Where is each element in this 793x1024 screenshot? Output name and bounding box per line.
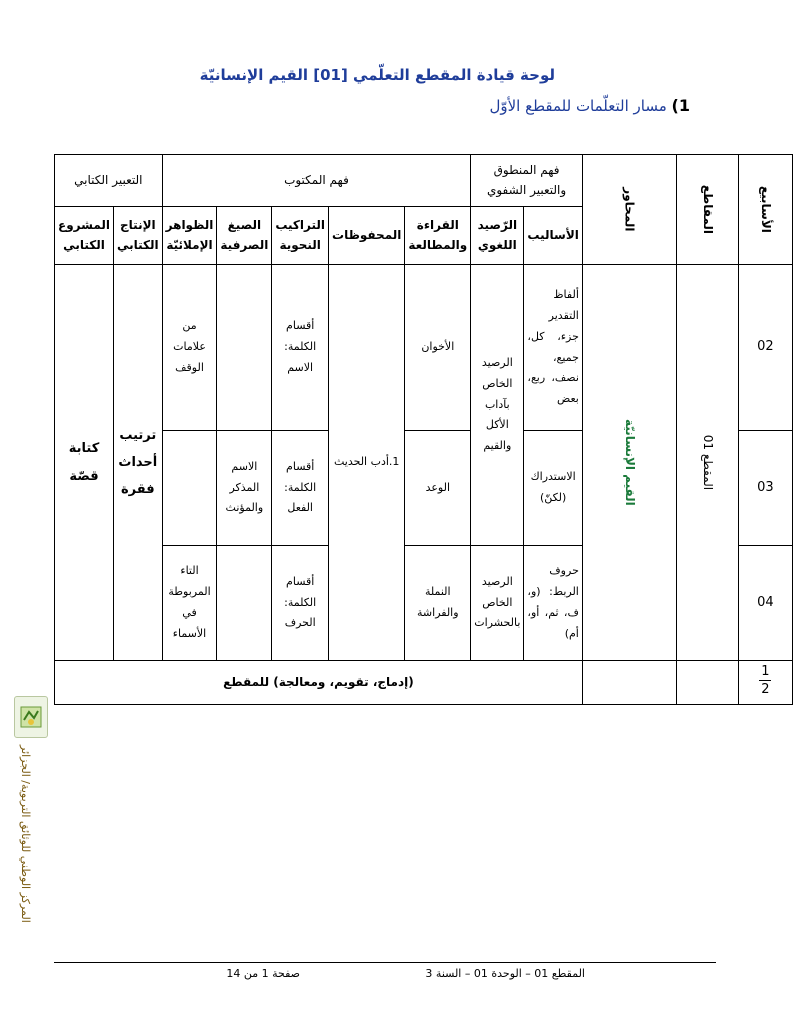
memorized-cell: 1.أدب الحديث bbox=[329, 265, 405, 661]
week-fraction bbox=[759, 664, 771, 698]
reading-cell: الوعد bbox=[405, 431, 471, 546]
header-written-expression: التعبير الكتابي bbox=[55, 155, 163, 207]
header-written-production: الإنتاج الكتابي bbox=[114, 207, 163, 265]
spelling-cell: التاء المربوطة في الأسماء bbox=[162, 546, 217, 661]
center-logo bbox=[14, 696, 48, 738]
section-subtitle-text: مسار التعلّمات للمقطع الأوّل bbox=[489, 97, 667, 115]
integration-row-label: (إدماج، تقويم، ومعالجة) للمقطع bbox=[55, 661, 583, 705]
footer-page-number: صفحة 1 من 14 bbox=[226, 967, 300, 980]
learning-path-table bbox=[54, 154, 793, 705]
table-row bbox=[55, 265, 793, 431]
spelling-cell bbox=[162, 431, 217, 546]
header-morphology: الصيغ الصرفية bbox=[217, 207, 272, 265]
spelling-cell: من علامات الوقف bbox=[162, 265, 217, 431]
final-segment-cell bbox=[676, 661, 738, 705]
axis-cell bbox=[582, 265, 676, 661]
footer-segment-info: المقطع 01 – الوحدة 01 – السنة 3 bbox=[425, 967, 585, 980]
styles-cell: ألفاظ التقدير جزء، كل، جميع، نصف، ربع، بعض bbox=[524, 265, 582, 431]
axis-value: القيم الإنسانيّة bbox=[622, 419, 637, 506]
header-axis bbox=[582, 155, 676, 265]
styles-cell: حروف الربط: (و، ف، ثم، أو، أم) bbox=[524, 546, 582, 661]
final-axis-cell bbox=[582, 661, 676, 705]
header-vocabulary: الرّصيد اللغوي bbox=[471, 207, 524, 265]
written-project-cell: كتابة قصّة bbox=[55, 265, 114, 661]
header-weeks bbox=[738, 155, 792, 265]
footer-divider bbox=[54, 962, 716, 963]
header-segment-label: المقاطع bbox=[700, 184, 715, 235]
week-cell: 03 bbox=[738, 431, 792, 546]
vocabulary-cell: الرصيد الخاص بآداب الأكل والقيم bbox=[471, 265, 524, 546]
styles-cell: الاستدراك (لكنّ) bbox=[524, 431, 582, 546]
header-written-comprehension: فهم المكتوب bbox=[162, 155, 471, 207]
header-segment bbox=[676, 155, 738, 265]
section-subtitle bbox=[0, 96, 690, 115]
morphology-cell bbox=[217, 265, 272, 431]
header-axis-label: المحاور bbox=[622, 187, 637, 232]
header-styles: الأساليب bbox=[524, 207, 582, 265]
section-number: 1) bbox=[671, 96, 690, 115]
syntax-cell: أقسام الكلمة: الاسم bbox=[272, 265, 329, 431]
header-syntax: التراكيب النحوية bbox=[272, 207, 329, 265]
fraction-denominator: 2 bbox=[761, 682, 770, 698]
reading-cell: الأخوان bbox=[405, 265, 471, 431]
final-week-cell bbox=[738, 661, 792, 705]
week-cell: 04 bbox=[738, 546, 792, 661]
logo-icon bbox=[18, 702, 44, 732]
fraction-numerator: 1 bbox=[761, 663, 770, 679]
syntax-cell: أقسام الكلمة: الحرف bbox=[272, 546, 329, 661]
page-title: لوحة قيادة المقطع التعلّمي [01] القيم الإنسانيّة bbox=[199, 66, 555, 84]
header-reading: القراءة والمطالعة bbox=[405, 207, 471, 265]
morphology-cell: الاسم المذكر والمؤنث bbox=[217, 431, 272, 546]
table-row bbox=[55, 661, 793, 705]
reading-cell: النملة والفراشة bbox=[405, 546, 471, 661]
syntax-cell: أقسام الكلمة: الفعل bbox=[272, 431, 329, 546]
sidebar-caption: المركز الوطني للوثائق التربوية/ الجزائر bbox=[19, 745, 32, 923]
header-weeks-label: الأسابيع bbox=[758, 186, 773, 233]
segment-cell bbox=[676, 265, 738, 661]
segment-value: المقطع 01 bbox=[700, 434, 715, 491]
week-cell: 02 bbox=[738, 265, 792, 431]
header-written-project: المشروع الكتابي bbox=[55, 207, 114, 265]
header-spelling: الظواهر الإملائيّة bbox=[162, 207, 217, 265]
vocabulary-cell: الرصيد الخاص بالحشرات bbox=[471, 546, 524, 661]
written-production-cell: ترتيب أحداث فقرة bbox=[114, 265, 163, 661]
header-memorized: المحفوظات bbox=[329, 207, 405, 265]
morphology-cell bbox=[217, 546, 272, 661]
header-oral-comprehension: فهم المنطوق والتعبير الشفوي bbox=[471, 155, 583, 207]
